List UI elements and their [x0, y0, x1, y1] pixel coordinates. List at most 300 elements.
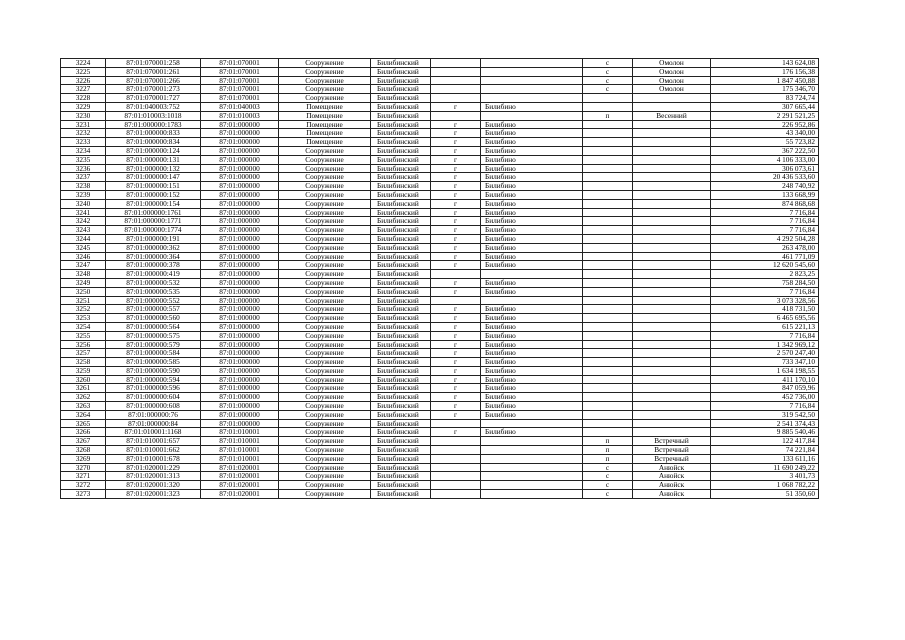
settlement-name-cell	[481, 472, 583, 481]
cadastral-block-cell: 87:01:000000	[201, 331, 279, 340]
district-cell: Билибинский	[371, 59, 431, 68]
district-cell: Билибинский	[371, 331, 431, 340]
cadastral-value-cell: 1 847 450,88	[711, 76, 819, 85]
object-type-cell: Сооружение	[279, 331, 371, 340]
settlement-type-cell	[431, 111, 481, 120]
object-type-cell: Сооружение	[279, 358, 371, 367]
settlement-type-cell: г	[431, 384, 481, 393]
settlement-name-cell: Билибино	[481, 331, 583, 340]
cadastral-block-cell: 87:01:000000	[201, 349, 279, 358]
object-type-cell: Сооружение	[279, 384, 371, 393]
locality-name-cell	[633, 120, 711, 129]
district-cell: Билибинский	[371, 384, 431, 393]
locality-name-cell	[633, 102, 711, 111]
cadastral-number-cell: 87:01:020001:229	[106, 463, 201, 472]
settlement-type-cell: г	[431, 410, 481, 419]
cadastral-block-cell: 87:01:020001	[201, 472, 279, 481]
district-cell: Билибинский	[371, 419, 431, 428]
table-row	[61, 190, 819, 199]
cadastral-block-cell: 87:01:000000	[201, 393, 279, 402]
row-number-cell: 3233	[61, 138, 106, 147]
row-number-cell: 3250	[61, 287, 106, 296]
object-type-cell: Сооружение	[279, 199, 371, 208]
cadastral-block-cell: 87:01:000000	[201, 199, 279, 208]
cadastral-value-cell: 7 716,84	[711, 402, 819, 411]
district-cell: Билибинский	[371, 349, 431, 358]
locality-name-cell	[633, 428, 711, 437]
settlement-name-cell: Билибино	[481, 322, 583, 331]
settlement-name-cell: Билибино	[481, 173, 583, 182]
cadastral-value-cell: 51 350,60	[711, 490, 819, 499]
locality-name-cell	[633, 410, 711, 419]
cadastral-block-cell: 87:01:000000	[201, 410, 279, 419]
row-number-cell: 3258	[61, 358, 106, 367]
district-cell: Билибинский	[371, 296, 431, 305]
cadastral-value-cell: 874 868,68	[711, 199, 819, 208]
locality-type-cell	[583, 375, 633, 384]
locality-name-cell	[633, 182, 711, 191]
locality-type-cell: с	[583, 76, 633, 85]
cadastral-number-cell: 87:01:000000:834	[106, 138, 201, 147]
locality-type-cell	[583, 120, 633, 129]
cadastral-block-cell: 87:01:000000	[201, 164, 279, 173]
locality-name-cell: Встречный	[633, 437, 711, 446]
object-type-cell: Сооружение	[279, 67, 371, 76]
settlement-type-cell: г	[431, 146, 481, 155]
locality-name-cell	[633, 322, 711, 331]
row-number-cell: 3231	[61, 120, 106, 129]
cadastral-number-cell: 87:01:000000:575	[106, 331, 201, 340]
district-cell: Билибинский	[371, 67, 431, 76]
district-cell: Билибинский	[371, 102, 431, 111]
district-cell: Билибинский	[371, 76, 431, 85]
locality-name-cell	[633, 146, 711, 155]
district-cell: Билибинский	[371, 252, 431, 261]
district-cell: Билибинский	[371, 446, 431, 455]
settlement-name-cell: Билибино	[481, 402, 583, 411]
cadastral-number-cell: 87:01:000000:584	[106, 349, 201, 358]
district-cell: Билибинский	[371, 410, 431, 419]
row-number-cell: 3261	[61, 384, 106, 393]
cadastral-value-cell: 7 716,84	[711, 208, 819, 217]
locality-name-cell	[633, 199, 711, 208]
cadastral-block-cell: 87:01:000000	[201, 384, 279, 393]
table-row	[61, 402, 819, 411]
cadastral-number-cell: 87:01:000000:564	[106, 322, 201, 331]
cadastral-value-cell: 248 740,92	[711, 182, 819, 191]
cadastral-block-cell: 87:01:000000	[201, 226, 279, 235]
district-cell: Билибинский	[371, 190, 431, 199]
table-row	[61, 314, 819, 323]
locality-name-cell	[633, 234, 711, 243]
row-number-cell: 3266	[61, 428, 106, 437]
object-type-cell: Помещение	[279, 129, 371, 138]
locality-type-cell	[583, 305, 633, 314]
locality-name-cell: Анюйск	[633, 490, 711, 499]
row-number-cell: 3225	[61, 67, 106, 76]
cadastral-number-cell: 87:01:070001:727	[106, 94, 201, 103]
object-type-cell: Сооружение	[279, 446, 371, 455]
locality-type-cell	[583, 322, 633, 331]
locality-name-cell	[633, 393, 711, 402]
settlement-type-cell	[431, 472, 481, 481]
locality-type-cell	[583, 366, 633, 375]
row-number-cell: 3242	[61, 217, 106, 226]
cadastral-value-cell: 4 106 333,00	[711, 155, 819, 164]
cadastral-value-cell: 7 716,84	[711, 331, 819, 340]
table-row	[61, 59, 819, 68]
locality-type-cell: с	[583, 481, 633, 490]
locality-name-cell	[633, 384, 711, 393]
locality-type-cell	[583, 270, 633, 279]
table-row	[61, 138, 819, 147]
object-type-cell: Сооружение	[279, 305, 371, 314]
cadastral-number-cell: 87:01:070001:273	[106, 85, 201, 94]
cadastral-value-cell: 55 723,82	[711, 138, 819, 147]
cadastral-number-cell: 87:01:000000:154	[106, 199, 201, 208]
object-type-cell: Сооружение	[279, 428, 371, 437]
district-cell: Билибинский	[371, 270, 431, 279]
cadastral-value-cell: 133 611,16	[711, 454, 819, 463]
locality-type-cell: с	[583, 490, 633, 499]
object-type-cell: Сооружение	[279, 226, 371, 235]
row-number-cell: 3239	[61, 190, 106, 199]
cadastral-block-cell: 87:01:000000	[201, 261, 279, 270]
settlement-name-cell: Билибино	[481, 261, 583, 270]
cadastral-value-cell: 1 068 782,22	[711, 481, 819, 490]
row-number-cell: 3263	[61, 402, 106, 411]
settlement-name-cell: Билибино	[481, 375, 583, 384]
cadastral-value-cell: 615 221,13	[711, 322, 819, 331]
cadastral-block-cell: 87:01:000000	[201, 419, 279, 428]
cadastral-value-cell: 1 342 969,12	[711, 340, 819, 349]
settlement-name-cell: Билибино	[481, 146, 583, 155]
row-number-cell: 3269	[61, 454, 106, 463]
cadastral-number-cell: 87:01:020001:320	[106, 481, 201, 490]
settlement-type-cell	[431, 94, 481, 103]
locality-type-cell	[583, 199, 633, 208]
settlement-name-cell: Билибино	[481, 190, 583, 199]
settlement-type-cell: г	[431, 102, 481, 111]
locality-type-cell	[583, 349, 633, 358]
cadastral-block-cell: 87:01:000000	[201, 129, 279, 138]
cadastral-block-cell: 87:01:000000	[201, 402, 279, 411]
table-row	[61, 322, 819, 331]
district-cell: Билибинский	[371, 164, 431, 173]
locality-name-cell: Омолон	[633, 59, 711, 68]
settlement-type-cell: г	[431, 393, 481, 402]
table-row	[61, 234, 819, 243]
settlement-name-cell: Билибино	[481, 314, 583, 323]
settlement-type-cell: г	[431, 226, 481, 235]
locality-name-cell	[633, 270, 711, 279]
district-cell: Билибинский	[371, 138, 431, 147]
table-row	[61, 208, 819, 217]
cadastral-value-cell: 176 156,38	[711, 67, 819, 76]
cadastral-number-cell: 87:01:070001:266	[106, 76, 201, 85]
cadastral-number-cell: 87:01:000000:191	[106, 234, 201, 243]
locality-type-cell	[583, 410, 633, 419]
object-type-cell: Сооружение	[279, 208, 371, 217]
district-cell: Билибинский	[371, 226, 431, 235]
cadastral-number-cell: 87:01:000000:579	[106, 340, 201, 349]
settlement-type-cell	[431, 76, 481, 85]
settlement-type-cell: г	[431, 190, 481, 199]
locality-type-cell	[583, 428, 633, 437]
row-number-cell: 3244	[61, 234, 106, 243]
table-row	[61, 182, 819, 191]
cadastral-block-cell: 87:01:000000	[201, 217, 279, 226]
locality-name-cell: Омолон	[633, 76, 711, 85]
cadastral-value-cell: 411 170,10	[711, 375, 819, 384]
object-type-cell: Сооружение	[279, 261, 371, 270]
object-type-cell: Сооружение	[279, 252, 371, 261]
row-number-cell: 3246	[61, 252, 106, 261]
table-row	[61, 446, 819, 455]
table-row	[61, 111, 819, 120]
row-number-cell: 3253	[61, 314, 106, 323]
cadastral-number-cell: 87:01:000000:131	[106, 155, 201, 164]
settlement-name-cell: Билибино	[481, 243, 583, 252]
row-number-cell: 3224	[61, 59, 106, 68]
settlement-type-cell: г	[431, 173, 481, 182]
object-type-cell: Сооружение	[279, 164, 371, 173]
table-row	[61, 490, 819, 499]
object-type-cell: Сооружение	[279, 76, 371, 85]
object-type-cell: Сооружение	[279, 437, 371, 446]
locality-name-cell	[633, 296, 711, 305]
cadastral-block-cell: 87:01:000000	[201, 322, 279, 331]
table-row	[61, 375, 819, 384]
settlement-type-cell	[431, 481, 481, 490]
settlement-type-cell: г	[431, 278, 481, 287]
object-type-cell: Сооружение	[279, 463, 371, 472]
settlement-type-cell	[431, 296, 481, 305]
table-row	[61, 454, 819, 463]
cadastral-block-cell: 87:01:020001	[201, 481, 279, 490]
cadastral-number-cell: 87:01:000000:378	[106, 261, 201, 270]
cadastral-value-cell: 83 724,74	[711, 94, 819, 103]
object-type-cell: Сооружение	[279, 155, 371, 164]
settlement-name-cell: Билибино	[481, 340, 583, 349]
cadastral-block-cell: 87:01:010001	[201, 428, 279, 437]
table-row	[61, 243, 819, 252]
district-cell: Билибинский	[371, 261, 431, 270]
cadastral-number-cell: 87:01:000000:604	[106, 393, 201, 402]
district-cell: Билибинский	[371, 402, 431, 411]
locality-name-cell	[633, 419, 711, 428]
locality-name-cell: Анюйск	[633, 472, 711, 481]
row-number-cell: 3240	[61, 199, 106, 208]
district-cell: Билибинский	[371, 208, 431, 217]
settlement-type-cell: г	[431, 120, 481, 129]
cadastral-block-cell: 87:01:000000	[201, 146, 279, 155]
settlement-name-cell: Билибино	[481, 138, 583, 147]
locality-type-cell	[583, 296, 633, 305]
cadastral-value-cell: 43 340,00	[711, 129, 819, 138]
table-row	[61, 472, 819, 481]
cadastral-value-cell: 461 771,09	[711, 252, 819, 261]
cadastral-number-cell: 87:01:040003:752	[106, 102, 201, 111]
cadastral-value-cell: 263 478,00	[711, 243, 819, 252]
settlement-name-cell: Билибино	[481, 428, 583, 437]
settlement-name-cell: Билибино	[481, 349, 583, 358]
district-cell: Билибинский	[371, 146, 431, 155]
cadastral-number-cell: 87:01:000000:124	[106, 146, 201, 155]
cadastral-number-cell: 87:01:000000:1771	[106, 217, 201, 226]
settlement-name-cell: Билибино	[481, 155, 583, 164]
settlement-name-cell	[481, 446, 583, 455]
table-row	[61, 419, 819, 428]
district-cell: Билибинский	[371, 287, 431, 296]
cadastral-number-cell: 87:01:000000:535	[106, 287, 201, 296]
cadastral-number-cell: 87:01:070001:258	[106, 59, 201, 68]
cadastral-value-cell: 7 716,84	[711, 226, 819, 235]
cadastral-block-cell: 87:01:000000	[201, 278, 279, 287]
cadastral-block-cell: 87:01:000000	[201, 340, 279, 349]
settlement-name-cell	[481, 463, 583, 472]
table-row	[61, 217, 819, 226]
cadastral-block-cell: 87:01:000000	[201, 305, 279, 314]
object-type-cell: Помещение	[279, 111, 371, 120]
object-type-cell: Сооружение	[279, 85, 371, 94]
locality-type-cell	[583, 146, 633, 155]
cadastral-value-cell: 758 284,50	[711, 278, 819, 287]
locality-type-cell: с	[583, 67, 633, 76]
cadastral-block-cell: 87:01:070001	[201, 76, 279, 85]
locality-type-cell: п	[583, 446, 633, 455]
row-number-cell: 3238	[61, 182, 106, 191]
cadastral-block-cell: 87:01:000000	[201, 270, 279, 279]
object-type-cell: Сооружение	[279, 322, 371, 331]
object-type-cell: Сооружение	[279, 173, 371, 182]
table-row	[61, 261, 819, 270]
cadastral-number-cell: 87:01:000000:596	[106, 384, 201, 393]
cadastral-number-cell: 87:01:000000:84	[106, 419, 201, 428]
row-number-cell: 3248	[61, 270, 106, 279]
cadastral-block-cell: 87:01:010001	[201, 454, 279, 463]
table-row	[61, 155, 819, 164]
cadastral-number-cell: 87:01:020001:313	[106, 472, 201, 481]
table-row	[61, 252, 819, 261]
locality-type-cell	[583, 217, 633, 226]
cadastral-value-cell: 20 436 533,60	[711, 173, 819, 182]
object-type-cell: Сооружение	[279, 410, 371, 419]
settlement-name-cell: Билибино	[481, 182, 583, 191]
district-cell: Билибинский	[371, 94, 431, 103]
table-row	[61, 349, 819, 358]
row-number-cell: 3251	[61, 296, 106, 305]
cadastral-value-cell: 11 690 249,22	[711, 463, 819, 472]
locality-type-cell	[583, 261, 633, 270]
cadastral-block-cell: 87:01:000000	[201, 182, 279, 191]
cadastral-number-cell: 87:01:020001:323	[106, 490, 201, 499]
locality-type-cell	[583, 182, 633, 191]
settlement-type-cell: г	[431, 129, 481, 138]
locality-name-cell	[633, 243, 711, 252]
locality-type-cell: с	[583, 472, 633, 481]
locality-type-cell	[583, 243, 633, 252]
settlement-type-cell: г	[431, 331, 481, 340]
row-number-cell: 3235	[61, 155, 106, 164]
settlement-type-cell: г	[431, 243, 481, 252]
table-row	[61, 340, 819, 349]
locality-name-cell	[633, 375, 711, 384]
settlement-name-cell	[481, 437, 583, 446]
settlement-type-cell: г	[431, 314, 481, 323]
settlement-type-cell	[431, 419, 481, 428]
settlement-name-cell	[481, 481, 583, 490]
locality-type-cell	[583, 287, 633, 296]
cadastral-block-cell: 87:01:000000	[201, 314, 279, 323]
object-type-cell: Сооружение	[279, 243, 371, 252]
settlement-name-cell: Билибино	[481, 129, 583, 138]
locality-type-cell	[583, 226, 633, 235]
settlement-type-cell: г	[431, 366, 481, 375]
locality-type-cell	[583, 102, 633, 111]
cadastral-number-cell: 87:01:000000:151	[106, 182, 201, 191]
settlement-name-cell	[481, 490, 583, 499]
locality-type-cell	[583, 138, 633, 147]
settlement-type-cell	[431, 454, 481, 463]
cadastral-number-cell: 87:01:000000:608	[106, 402, 201, 411]
cadastral-block-cell: 87:01:070001	[201, 94, 279, 103]
district-cell: Билибинский	[371, 481, 431, 490]
object-type-cell: Сооружение	[279, 59, 371, 68]
cadastral-value-cell: 7 716,84	[711, 217, 819, 226]
cadastral-number-cell: 87:01:010001:678	[106, 454, 201, 463]
district-cell: Билибинский	[371, 393, 431, 402]
district-cell: Билибинский	[371, 305, 431, 314]
object-type-cell: Сооружение	[279, 270, 371, 279]
row-number-cell: 3255	[61, 331, 106, 340]
cadastral-block-cell: 87:01:020001	[201, 490, 279, 499]
locality-name-cell	[633, 287, 711, 296]
object-type-cell: Сооружение	[279, 287, 371, 296]
locality-name-cell	[633, 129, 711, 138]
district-cell: Билибинский	[371, 428, 431, 437]
table-row	[61, 94, 819, 103]
cadastral-block-cell: 87:01:000000	[201, 234, 279, 243]
row-number-cell: 3228	[61, 94, 106, 103]
cadastral-number-cell: 87:01:000000:364	[106, 252, 201, 261]
table-row	[61, 358, 819, 367]
settlement-name-cell: Билибино	[481, 226, 583, 235]
table-row	[61, 428, 819, 437]
row-number-cell: 3252	[61, 305, 106, 314]
table-row	[61, 173, 819, 182]
locality-name-cell	[633, 366, 711, 375]
table-row	[61, 226, 819, 235]
settlement-type-cell: г	[431, 287, 481, 296]
settlement-name-cell	[481, 94, 583, 103]
district-cell: Билибинский	[371, 111, 431, 120]
settlement-name-cell: Билибино	[481, 384, 583, 393]
settlement-name-cell	[481, 111, 583, 120]
cadastral-number-cell: 87:01:070001:261	[106, 67, 201, 76]
row-number-cell: 3273	[61, 490, 106, 499]
locality-name-cell	[633, 358, 711, 367]
row-number-cell: 3232	[61, 129, 106, 138]
district-cell: Билибинский	[371, 182, 431, 191]
cadastral-value-cell: 133 668,99	[711, 190, 819, 199]
table-row	[61, 366, 819, 375]
row-number-cell: 3272	[61, 481, 106, 490]
locality-name-cell	[633, 94, 711, 103]
row-number-cell: 3230	[61, 111, 106, 120]
cadastral-value-cell: 226 952,86	[711, 120, 819, 129]
locality-name-cell	[633, 208, 711, 217]
